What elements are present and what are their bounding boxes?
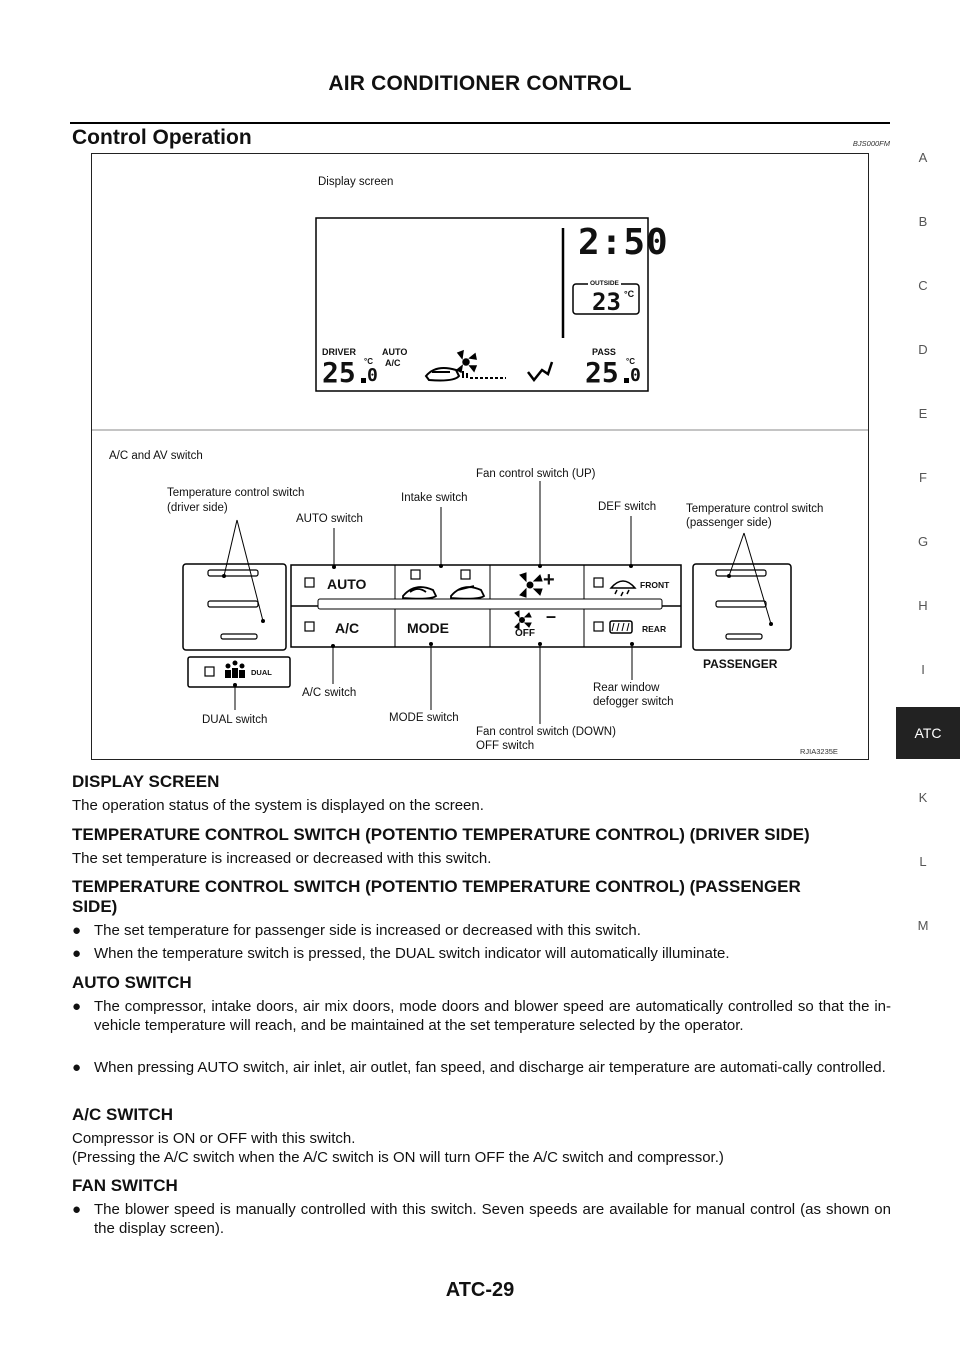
fan-minus-label: – bbox=[546, 606, 557, 626]
fresh-air-icon bbox=[451, 586, 484, 599]
page-number: ATC-29 bbox=[445, 1279, 515, 1301]
callout-def-switch: DEF switch bbox=[598, 501, 657, 513]
heading-fan-switch: FAN SWITCH bbox=[72, 1176, 178, 1195]
callout-temp-driver-1: Temperature control switch bbox=[167, 487, 305, 499]
callout-fan-down-1: Fan control switch (DOWN) bbox=[476, 726, 616, 738]
mode-button-label: MODE bbox=[407, 620, 449, 636]
fan-speed-bars-icon bbox=[463, 371, 506, 378]
auto-button-label: AUTO bbox=[327, 576, 367, 592]
clock-display: 2:50 bbox=[578, 222, 669, 263]
side-index-m[interactable]: M bbox=[917, 918, 929, 933]
dual-people-icon bbox=[225, 661, 245, 679]
ac-av-switch-label: A/C and AV switch bbox=[109, 450, 203, 462]
heading-temp-driver: TEMPERATURE CONTROL SWITCH (POTENTIO TEMPERATURE CONTROL) (DRIVER SIDE) bbox=[72, 825, 810, 844]
ac-indicator: A/C bbox=[385, 358, 401, 368]
fan-display-icon bbox=[457, 351, 476, 372]
callout-dual-switch: DUAL switch bbox=[202, 714, 268, 726]
callout-fan-down-2: OFF switch bbox=[476, 740, 535, 752]
driver-temp-point bbox=[361, 378, 366, 383]
callout-temp-pass-2: (passenger side) bbox=[686, 517, 772, 529]
pass-temp-point bbox=[624, 378, 629, 383]
side-index-c[interactable]: C bbox=[918, 278, 928, 293]
auto-car-icon bbox=[426, 368, 459, 381]
text-ac-switch-2: (Pressing the A/C switch when the A/C switch is ON will turn OFF the A/C switch and compressor.) bbox=[72, 1149, 724, 1166]
callout-temp-driver-2: (driver side) bbox=[167, 502, 228, 514]
front-def-label: FRONT bbox=[640, 580, 670, 590]
pass-temp-decimal: 0 bbox=[630, 365, 641, 386]
side-index-k[interactable]: K bbox=[918, 790, 928, 805]
side-index-e[interactable]: E bbox=[918, 406, 928, 421]
text-ac-switch-1: Compressor is ON or OFF with this switch. bbox=[72, 1130, 356, 1147]
rear-def-label: REAR bbox=[642, 624, 667, 634]
side-index-i[interactable]: I bbox=[921, 662, 925, 677]
side-index-a[interactable]: A bbox=[918, 150, 928, 165]
side-index-l[interactable]: L bbox=[919, 854, 927, 869]
side-index-h[interactable]: H bbox=[918, 598, 928, 613]
fan-up-icon bbox=[520, 573, 542, 597]
heading-display-screen: DISPLAY SCREEN bbox=[72, 772, 220, 791]
recirculation-icon bbox=[403, 587, 436, 599]
pass-temp-main: 25 bbox=[585, 356, 619, 389]
side-index-b[interactable]: B bbox=[918, 214, 928, 229]
display-screen-label: Display screen bbox=[318, 176, 394, 188]
section-heading: Control Operation bbox=[72, 126, 252, 149]
heading-ac-switch: A/C SWITCH bbox=[72, 1105, 174, 1124]
callout-rear-def-1: Rear window bbox=[593, 682, 660, 694]
page-title: AIR CONDITIONER CONTROL bbox=[328, 72, 632, 95]
text-temp-driver: The set temperature is increased or decreased with this switch. bbox=[72, 850, 492, 867]
side-index-g[interactable]: G bbox=[917, 534, 929, 549]
passenger-label: PASSENGER bbox=[703, 657, 778, 671]
driver-deg-unit: °C bbox=[364, 357, 373, 366]
callout-temp-pass-1: Temperature control switch bbox=[686, 503, 824, 515]
callout-rear-def-2: defogger switch bbox=[593, 696, 674, 708]
dual-button-label: DUAL bbox=[251, 668, 272, 677]
pass-deg-unit: °C bbox=[626, 357, 635, 366]
callout-intake-switch: Intake switch bbox=[401, 492, 468, 504]
callout-ac-switch: A/C switch bbox=[302, 687, 357, 699]
side-index-atc-active[interactable]: ATC bbox=[896, 707, 960, 759]
front-defroster-icon bbox=[611, 581, 635, 596]
side-index-f[interactable]: F bbox=[919, 470, 927, 485]
fan-plus-label: + bbox=[543, 569, 555, 591]
auto-indicator: AUTO bbox=[382, 347, 408, 357]
heading-temp-pass-1: TEMPERATURE CONTROL SWITCH (POTENTIO TEMPERATURE CONTROL) (PASSENGER bbox=[72, 877, 801, 896]
driver-temp-decimal: 0 bbox=[367, 365, 378, 386]
text-display-screen: The operation status of the system is displayed on the screen. bbox=[72, 797, 484, 814]
pass-label: PASS bbox=[592, 347, 616, 357]
heading-temp-pass-2: SIDE) bbox=[72, 897, 118, 916]
driver-temp-main: 25 bbox=[322, 356, 356, 389]
off-button-label: OFF bbox=[515, 628, 535, 639]
driver-label: DRIVER bbox=[322, 347, 357, 357]
fan-down-icon bbox=[515, 611, 531, 629]
heading-auto-switch: AUTO SWITCH bbox=[72, 973, 192, 992]
side-index-d[interactable]: D bbox=[918, 342, 928, 357]
callout-auto-switch: AUTO switch bbox=[296, 513, 363, 525]
callout-fan-up: Fan control switch (UP) bbox=[476, 468, 596, 480]
vent-mode-icon bbox=[528, 362, 552, 380]
section-code: BJS000FM bbox=[852, 139, 890, 148]
figure-id: RJIA3235E bbox=[800, 747, 838, 756]
callout-mode-switch: MODE switch bbox=[389, 712, 459, 724]
ac-button-label: A/C bbox=[335, 620, 360, 636]
outside-temp: 23 bbox=[592, 288, 621, 316]
outside-deg-unit: °C bbox=[624, 289, 635, 299]
outside-label: OUTSIDE bbox=[590, 280, 619, 287]
